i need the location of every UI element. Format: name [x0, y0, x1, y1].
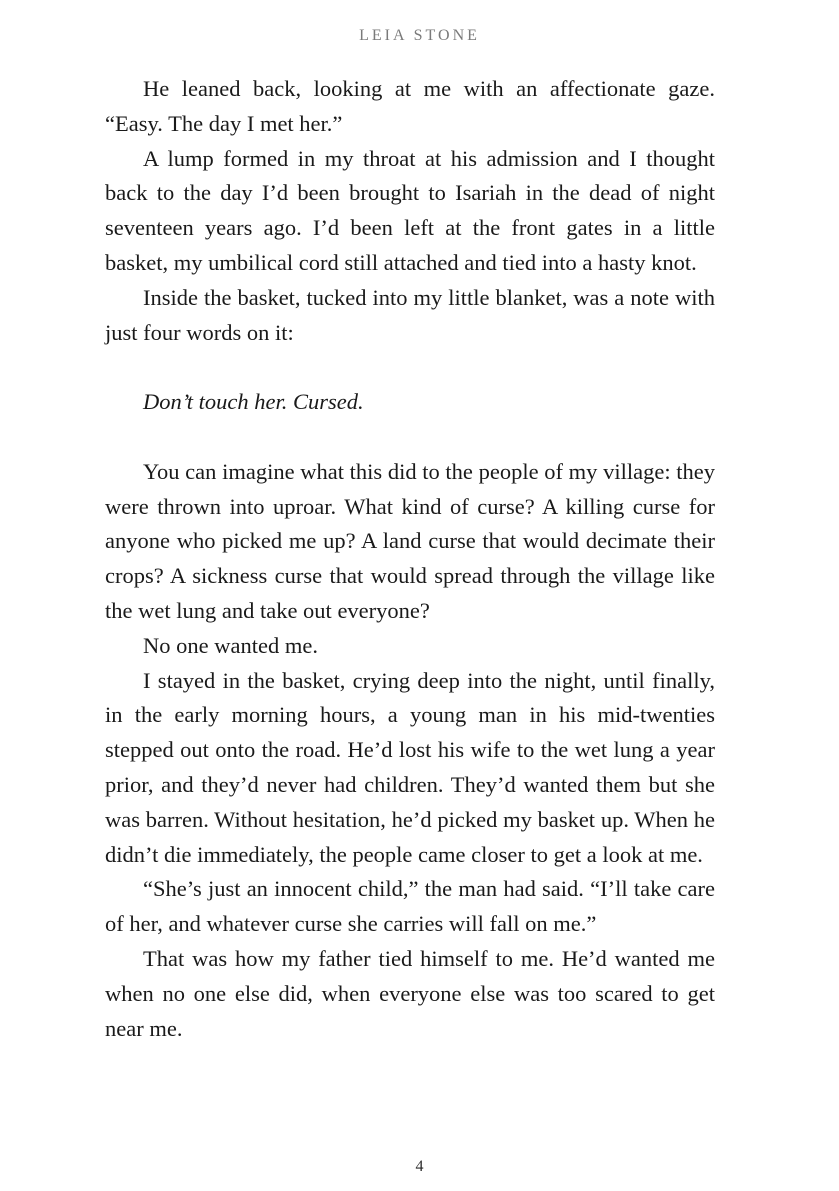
- page-number: 4: [415, 1158, 424, 1175]
- note-quote: Don’t touch her. Cursed.: [143, 389, 364, 415]
- paragraph: Inside the basket, tucked into my little blanket, was a note with just four words on it:: [105, 284, 715, 345]
- paragraph: That was how my father tied himself to me. He’d wanted me when no one else did, when everyone else was too scared to get near me.: [105, 945, 715, 1041]
- paragraph: You can imagine what this did to the people of my village: they were thrown into uproar. What kind of curse? A killing curse for anyone who picked me up? A land curse that would decimate their crops? A sickness curse that would spread through the village like the wet lung and take out everyone?: [105, 458, 715, 623]
- paragraph: A lump formed in my throat at his admission and I thought back to the day I’d been brought to Isariah in the dead of night seventeen years ago. I’d been left at the front gates in a little basket, my umbilical cord still attached and tied into a hasty knot.: [105, 145, 715, 275]
- paragraph: I stayed in the basket, crying deep into the night, until finally, in the early morning hours, a young man in his mid-twenties stepped out onto the road. He’d lost his wife to the wet lung a year prior, and they’d never had children. They’d wanted them but she was barren. Without hesitation, he’d picked my basket up. When he didn’t die immediately, the people came closer to get a look at me.: [105, 667, 715, 867]
- running-header-author: LEIA STONE: [359, 27, 480, 44]
- paragraph: “She’s just an innocent child,” the man had said. “I’ll take care of her, and whatever curse she carries will fall on me.”: [105, 876, 715, 937]
- body-text: [105, 72, 715, 1046]
- paragraph: No one wanted me.: [143, 632, 318, 658]
- paragraph: He leaned back, looking at me with an affectionate gaze. “Easy. The day I met her.”: [105, 76, 715, 136]
